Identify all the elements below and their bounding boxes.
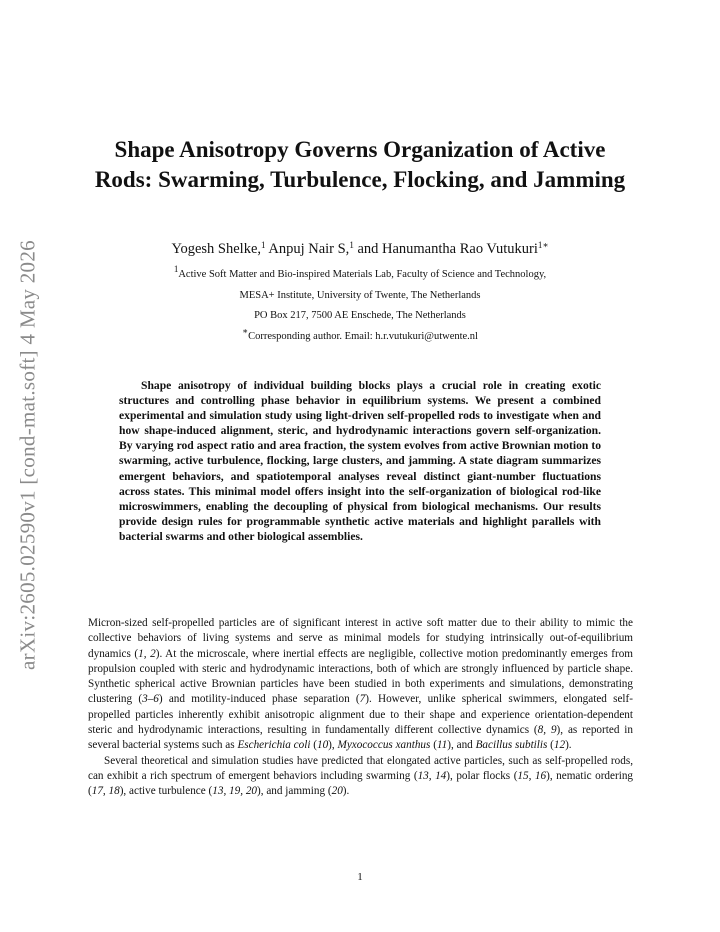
affiliation-line: $^1$Active Soft Matter and Bio-inspired Materials Lab, Faculty of Science and Technology, xyxy=(173,264,547,280)
citation: 15, 16 xyxy=(517,769,547,782)
body-text xyxy=(88,616,633,800)
affiliation-line: PO Box 217, 7500 AE Enschede, The Netherlands xyxy=(254,310,466,321)
body-paragraph: Several theoretical and simulation studies have predicted that elongated active particles, such as self-propelled rods, can exhibit a rich spectrum of emergent behaviors including swarming (13, 14), polar flocks (15, 16), nematic ordering (17, 18), active turbulence (13, 19, 20), and jamming (20). xyxy=(88,754,634,798)
author-affiliation-mark: 1∗ xyxy=(537,240,549,250)
corresponding-mark: ∗ xyxy=(242,325,249,336)
page-number: 1 xyxy=(357,871,363,883)
species-name: Escherichia coli xyxy=(237,739,311,752)
citation: 12 xyxy=(553,739,566,752)
citation: 8, 9 xyxy=(537,724,557,737)
arxiv-sidebar xyxy=(8,230,48,680)
citation: 10 xyxy=(316,739,329,752)
citation: 17, 18 xyxy=(91,785,120,798)
paper-title: Shape Anisotropy Governs Organization of Active Rods: Swarming, Turbulence, Flocking, and Jamming xyxy=(94,137,626,192)
author-name: Yogesh Shelke, xyxy=(171,241,262,257)
author-affiliation-mark: 1 xyxy=(261,240,266,250)
author-list xyxy=(90,240,630,258)
author-name: Anpuj Nair S, xyxy=(268,241,350,257)
species-name: Myxococcus xanthus xyxy=(337,739,431,752)
citation: 11 xyxy=(436,739,448,752)
affiliation-line: MESA+ Institute, University of Twente, The Netherlands xyxy=(239,289,481,301)
author-name: and Hanumantha Rao Vutukuri xyxy=(357,241,538,257)
affiliation-block xyxy=(90,265,630,347)
citation: 3–6 xyxy=(142,693,159,706)
citation: 1, 2 xyxy=(138,647,156,660)
arxiv-identifier: arXiv:2605.02590v1 [cond-mat.soft] 4 May 2026 xyxy=(15,240,40,670)
species-name: Bacillus subtilis xyxy=(475,739,548,752)
author-affiliation-mark: 1 xyxy=(349,240,354,250)
affiliation-mark: 1 xyxy=(173,264,179,274)
abstract: Shape anisotropy of individual building blocks plays a crucial role in creating exotic structures and controlling phase behavior in equilibrium systems. We present a combined experimental and simulation study using light-driven self-propelled rods to investigate when and how shape-induced alignment, steric, and hydrodynamic interactions govern self-organization. By varying rod aspect ratio and area fraction, the system evolves from active Brownian motion to swarming, active turbulence, flocking, large clusters, and jamming. A state diagram summarizes emergent behaviors, and spatiotemporal analyses reveal distinct giant-number fluctuations across states. This minimal model offers insight into the self-organization of biological rod-like microswimmers, enabling the decoupling of physical from biological mechanisms. Our results provide design rules for programmable synthetic active materials and highlight parallels with bacterial swarms and other biological assemblies. xyxy=(119,379,601,543)
body-paragraph: Micron-sized self-propelled particles are of significant interest in active soft matter due to their ability to mimic the collective behaviors of living systems and serve as minimal models for studying intrinsically out-of-equilibrium dynamics (1, 2). At the microscale, where inertial effects are negligible, collective motion predominantly emerges from propulsion coupled with steric and hydrodynamic interactions, both of which are strongly influenced by particle shape. Synthetic spherical active Brownian particles have been studied in both experiments and simulations, demonstrating clustering (3–6) and motility-induced phase separation (7). However, unlike spherical swimmers, elongated self-propelled particles inherently exhibit anisotropic alignment due to their shape and experience orientation-dependent steric and hydrodynamic interactions, resulting in fundamentally different collective dynamics (8, 9), as reported in several bacterial systems such as Escherichia coli (10), Myxococcus xanthus (11), and Bacillus subtilis (12). xyxy=(88,617,634,752)
citation: 20 xyxy=(331,785,343,798)
citation: 13, 19, 20 xyxy=(212,785,258,798)
citation: 13, 14 xyxy=(417,769,447,782)
citation: 7 xyxy=(359,693,366,706)
corresponding-author: ∗Corresponding author. Email: h.r.vutukuri@utwente.nl xyxy=(242,325,478,342)
